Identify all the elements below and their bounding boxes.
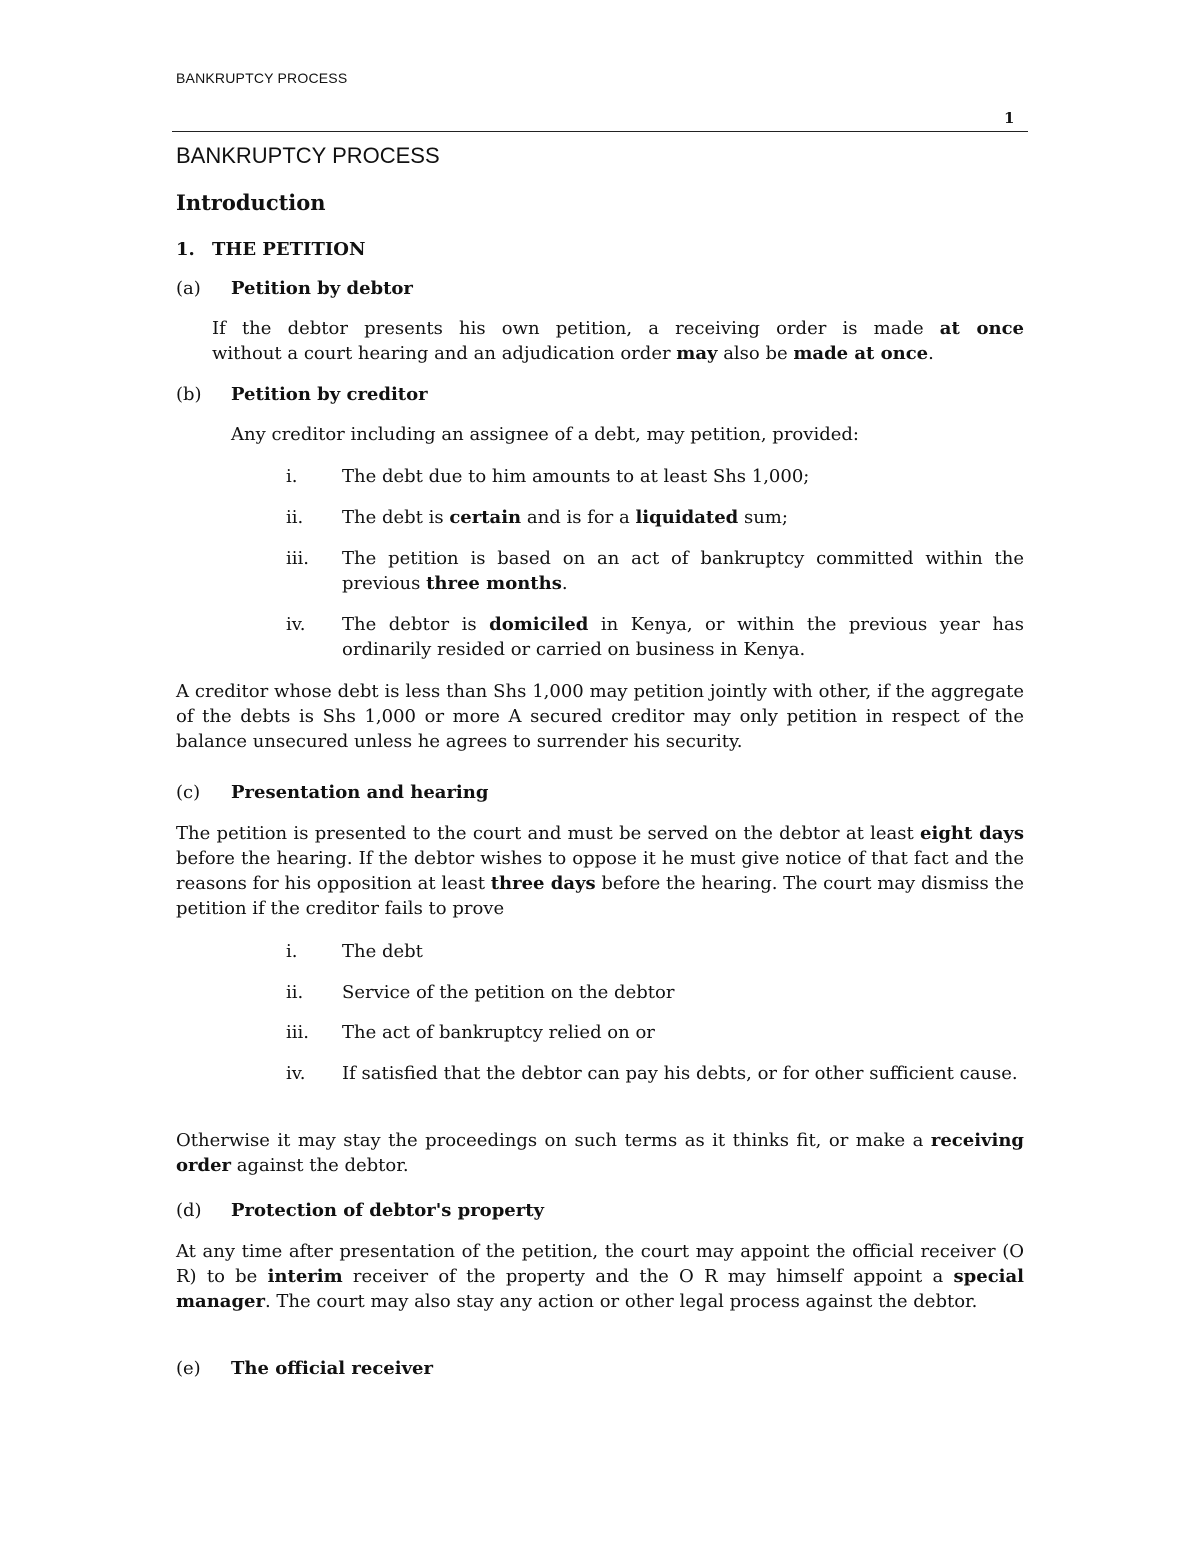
subsection-letter: (c) [176, 782, 201, 803]
section-title: THE PETITION [212, 239, 366, 260]
paragraph-c: The petition is presented to the court and must be served on the debtor at least eight days before the hearing. If the debtor wishes to oppose it he must give notice of that fact and the reasons for his opposition at least three days before the hearing. The court may dismiss the petition if the creditor fails to prove [176, 823, 1024, 919]
section-number: 1. [176, 239, 195, 260]
header-rule [172, 131, 1028, 132]
paragraph-a: If the debtor presents his own petition, a receiving order is made at once without a court hearing and an adjudication order may also be made at once. [212, 318, 1024, 364]
subsection-label: Petition by creditor [231, 384, 428, 405]
introduction-heading: Introduction [176, 190, 326, 215]
paragraph-b-closing: A creditor whose debt is less than Shs 1,000 may petition jointly with other, if the aggregate of the debts is Shs 1,000 or more A secured creditor may only petition in respect of the balance unsecured unless he agrees to surrender his security. [176, 681, 1024, 752]
subsection-a-heading [176, 276, 413, 301]
subsection-letter: (e) [176, 1358, 201, 1379]
subsection-label: Petition by debtor [231, 278, 413, 299]
subsection-letter: (b) [176, 384, 202, 405]
subsection-d-heading [176, 1198, 544, 1223]
subsection-label: Presentation and hearing [231, 782, 489, 803]
subsection-letter: (a) [176, 278, 201, 299]
subsection-label: Protection of debtor's property [231, 1200, 544, 1221]
running-header: BANKRUPTCY PROCESS [176, 70, 348, 86]
paragraph-d: At any time after presentation of the petition, the court may appoint the official receiver (O R) to be interim receiver of the property and the O R may himself appoint a special manager. The court may also stay any action or other legal process against the debtor. [176, 1241, 1024, 1312]
subsection-c-heading [176, 780, 488, 805]
subsection-e-heading [176, 1356, 433, 1381]
paragraph-b-intro: Any creditor including an assignee of a debt, may petition, provided: [231, 424, 859, 445]
page-number: 1 [1004, 109, 1015, 127]
subsection-letter: (d) [176, 1200, 202, 1221]
paragraph-c-closing: Otherwise it may stay the proceedings on such terms as it thinks fit, or make a receiving order against the debtor. [176, 1130, 1024, 1176]
section-heading [176, 237, 365, 262]
subsection-label: The official receiver [231, 1358, 433, 1379]
document-title: BANKRUPTCY PROCESS [176, 143, 440, 168]
subsection-b-heading [176, 382, 428, 407]
